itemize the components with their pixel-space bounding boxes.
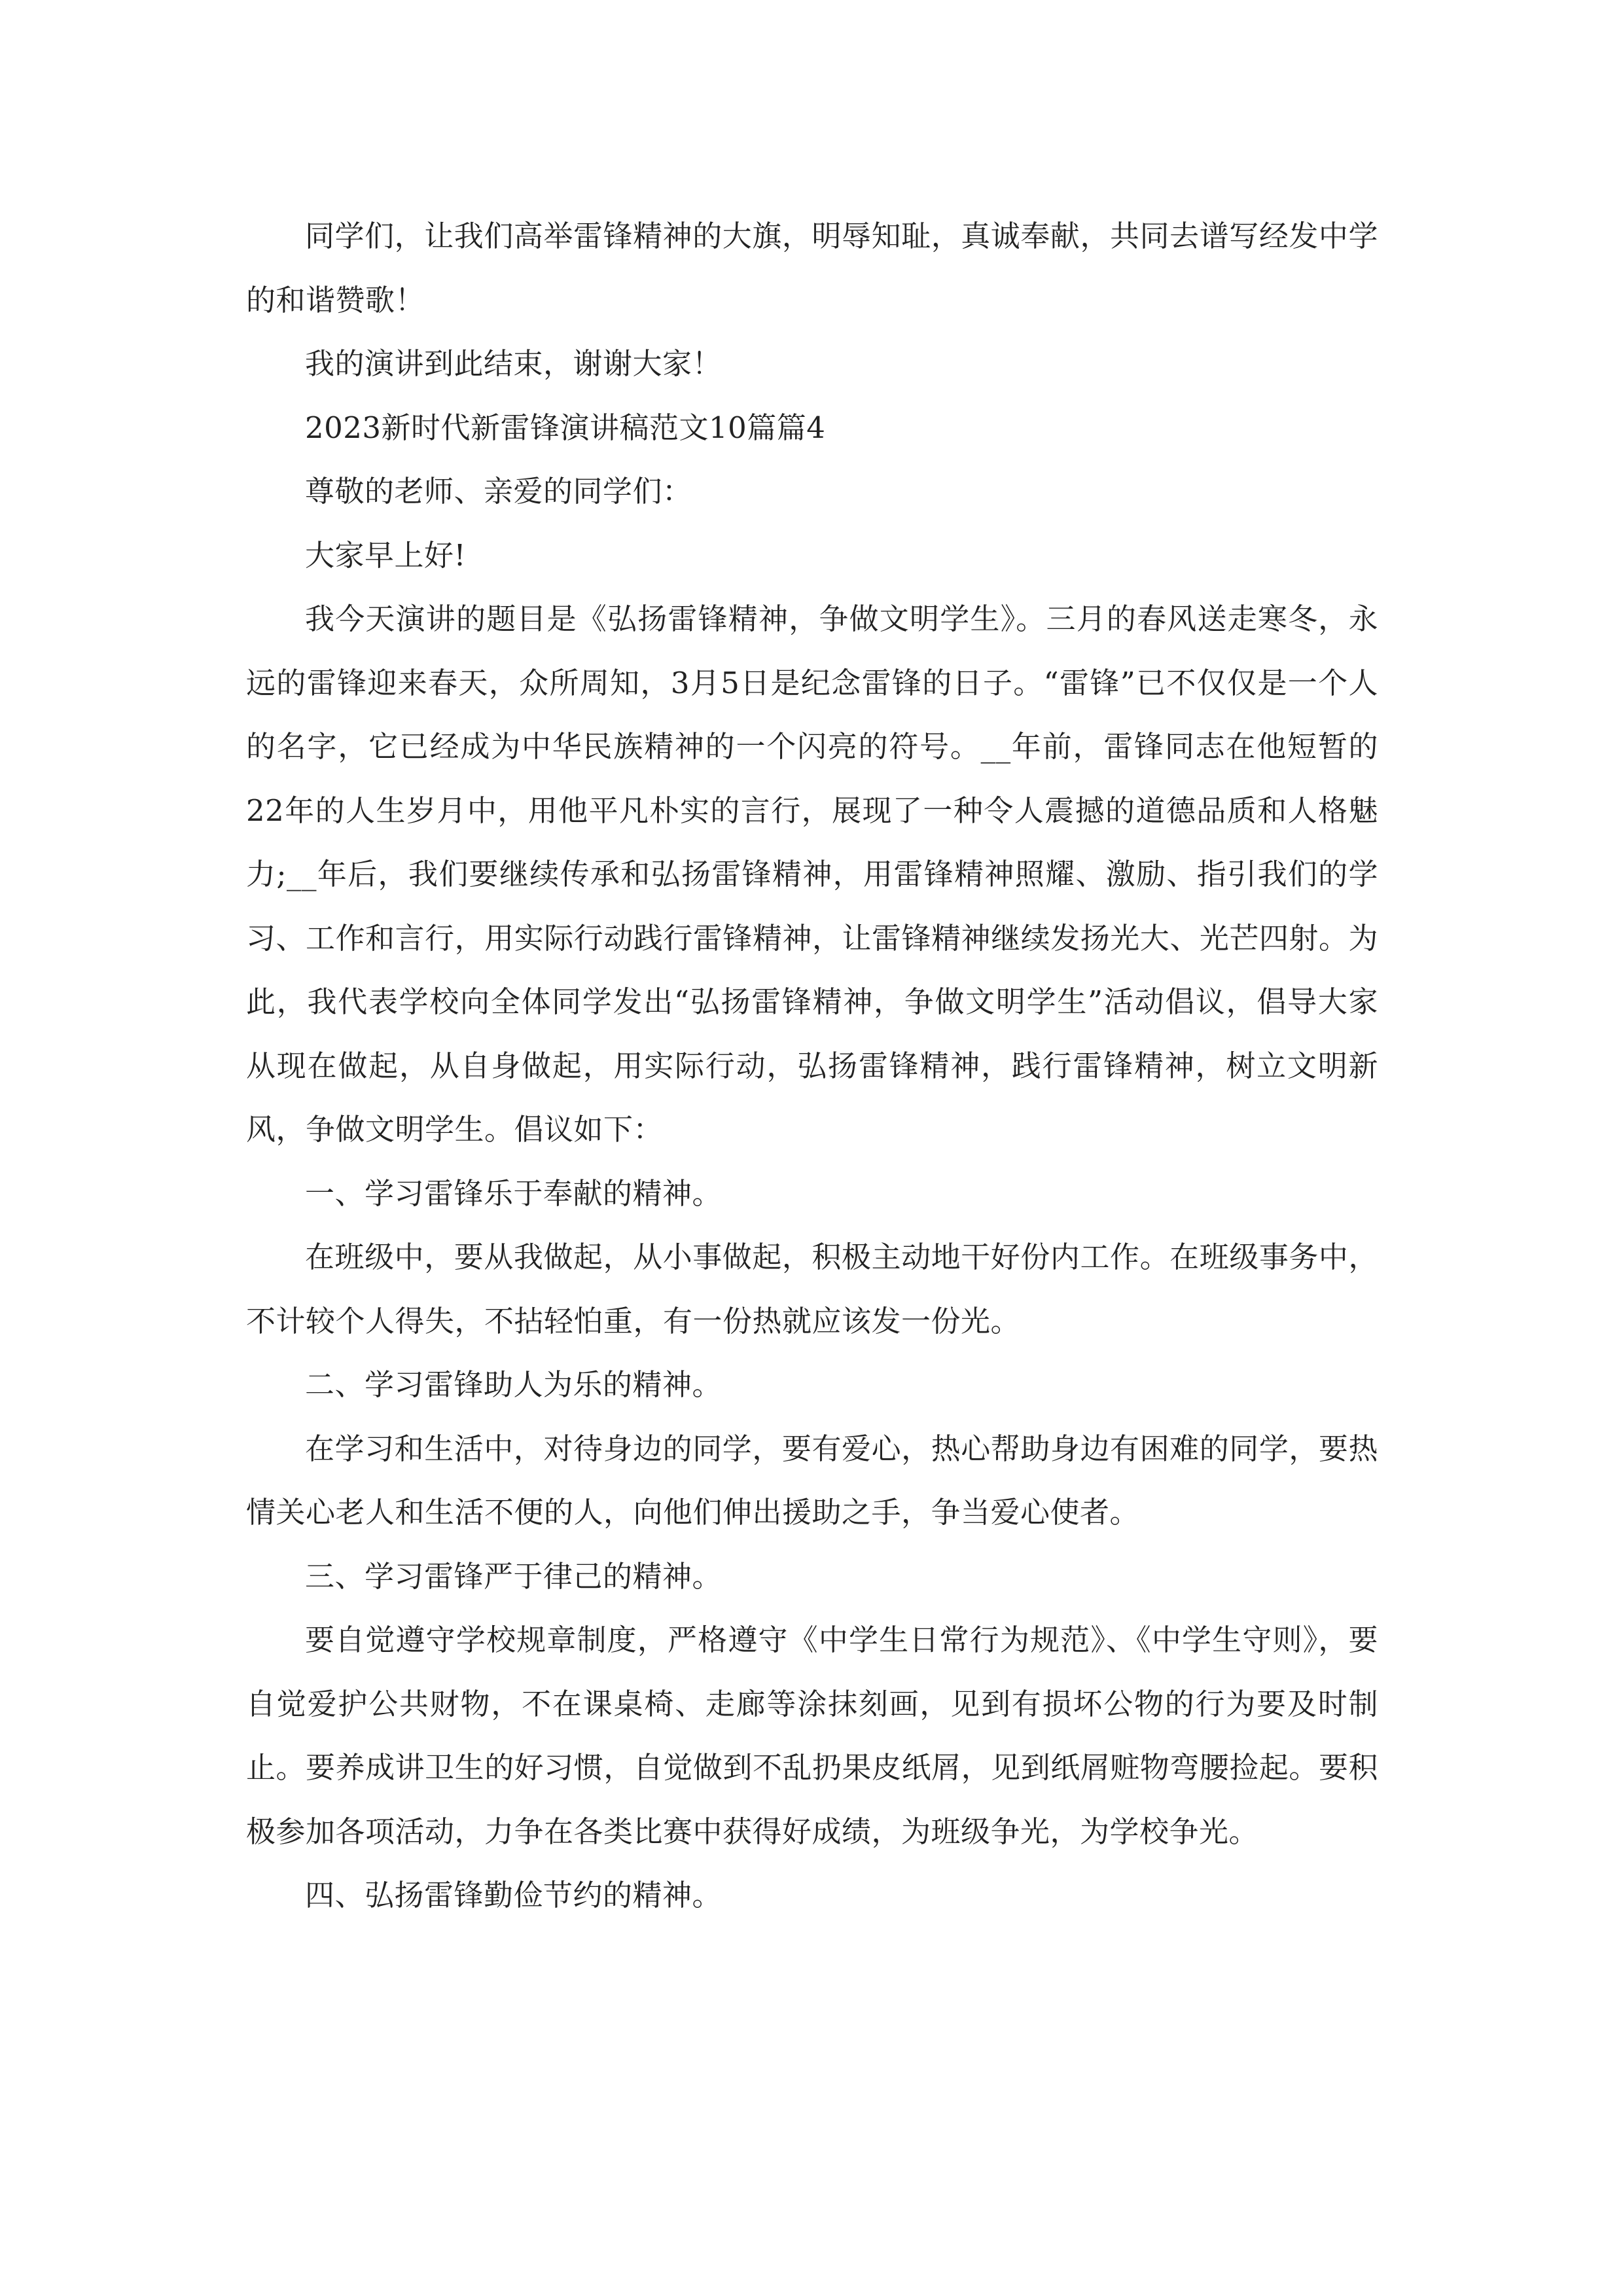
list-heading-1: 一、学习雷锋乐于奉献的精神。 [305, 1175, 722, 1211]
paragraph-greeting: 大家早上好! [305, 537, 467, 573]
paragraph-point-2: 在学习和生活中，对待身边的同学，要有爱心，热心帮助身边有困难的同学，要热情关心老人和生活不便的人，向他们伸出援助之手，争当爱心使者。 [246, 1431, 1378, 1530]
paragraph-speech-end: 我的演讲到此结束，谢谢大家！ [305, 346, 722, 381]
document-body [246, 204, 1378, 1928]
section-heading: 2023新时代新雷锋演讲稿范文10篇篇4 [305, 410, 826, 445]
list-heading-4: 四、弘扬雷锋勤俭节约的精神。 [305, 1878, 722, 1912]
paragraph-point-3: 要自觉遵守学校规章制度，严格遵守《中学生日常行为规范》、《中学生守则》，要自觉爱护公共财物，不在课桌椅、走廊等涂抹刻画，见到有损坏公物的行为要及时制止。要养成讲卫生的好习惯，自觉做到不乱扔果皮纸屑，见到纸屑赃物弯腰捡起。要积极参加各项活动，力争在各类比赛中获得好成绩，为班级争光，为学校争光。 [246, 1623, 1378, 1849]
paragraph-point-1: 在班级中，要从我做起，从小事做起，积极主动地干好份内工作。在班级事务中，不计较个人得失，不拈轻怕重，有一份热就应该发一份光。 [246, 1240, 1378, 1338]
paragraph-closing-appeal: 同学们，让我们高举雷锋精神的大旗，明辱知耻，真诚奉献，共同去谱写经发中学的和谐赞歌！ [246, 219, 1378, 317]
paragraph-speech-intro: 我今天演讲的题目是《弘扬雷锋精神，争做文明学生》。三月的春风送走寒冬，永远的雷锋迎来春天，众所周知，3月5日是纪念雷锋的日子。“雷锋”已不仅仅是一个人的名字，它已经成为中华民族精神的一个闪亮的符号。__年前，雷锋同志在他短暂的22年的人生岁月中，用他平凡朴实的言行，展现了一种令人震撼的道德品质和人格魅力;__年后，我们要继续传承和弘扬雷锋精神，用雷锋精神照耀、激励、指引我们的学习、工作和言行，用实际行动践行雷锋精神，让雷锋精神继续发扬光大、光芒四射。为此，我代表学校向全体同学发出“弘扬雷锋精神，争做文明学生”活动倡议，倡导大家从现在做起，从自身做起，用实际行动，弘扬雷锋精神，践行雷锋精神，树立文明新风，争做文明学生。倡议如下： [246, 601, 1378, 1147]
paragraph-salutation: 尊敬的老师、亲爱的同学们： [305, 474, 692, 509]
list-heading-2: 二、学习雷锋助人为乐的精神。 [305, 1367, 722, 1402]
list-heading-3: 三、学习雷锋严于律己的精神。 [305, 1558, 722, 1594]
